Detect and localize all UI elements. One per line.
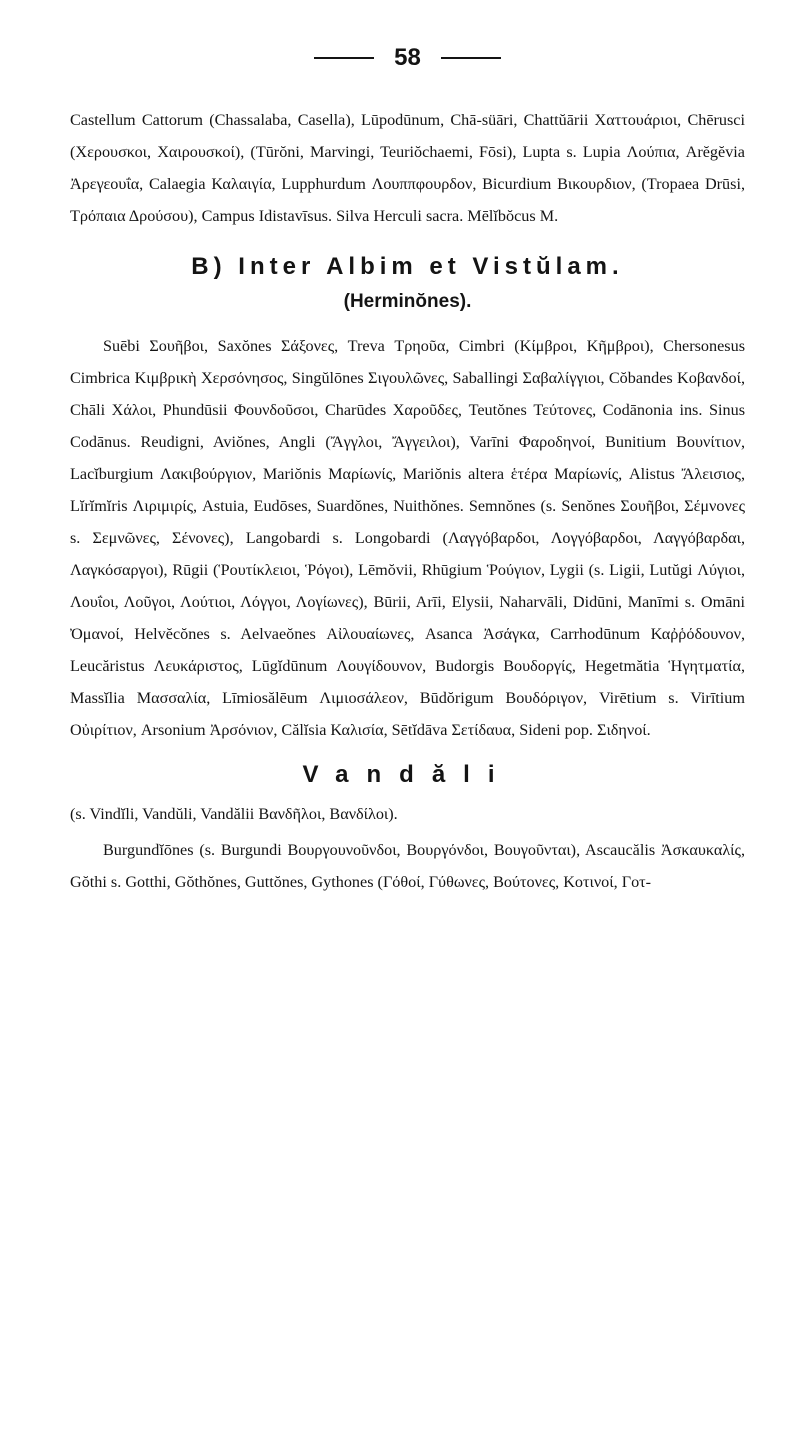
section-b-heading: B) Inter Albim et Vistŭlam. [191,253,624,280]
header-rule-left [314,57,374,59]
page-header [70,44,745,72]
section-b-entries: Suēbi Σουῆβοι, Saxŏnes Σάξονες, Treva Τρηοῦα, Cimbri (Κίμβροι, Κῆμβροι), Chersonesus Cimbrica Κιμβρικὴ Χερσόνησος, Singŭlōnes Σιγουλῶνες, Saballingi Σαβαλίγγιοι, Cŏbandes Κοβανδοί, Chāli Χάλοι, Phundūsii Φουνδοῦσοι, Charūdes Χαροῦδες, Teutŏnes Τεύτονες, Codānonia ins. Sinus Codānus. Reudigni, Aviŏnes, Angli (Ἄγγλοι, Ἄγγειλοι), Varīni Φαροδηνοί, Bunitium Βουνίτιον, Lacĭburgium Λακιβούργιον, Mariŏnis Μαρίωνίς, Mariŏnis altera ἑτέρα Μαρίωνίς, Alistus Ἄλεισιος, Lĭrĭmĭris Λιριμιρίς, Astuia, Eudōses, Suardŏnes, Nuithŏnes. Semnŏnes (s. Senŏnes Σουῆβοι, Σέμνονες s. Σεμνῶνες, Σένονες), Langobardi s. Longobardi (Λαγγόβαρδοι, Λογγόβαρδοι, Λαγγόβαρδαι, Λαγκόσαργοι), Rūgii (Ῥουτίκλειοι, Ῥόγοι), Lēmŏvii, Rhūgium Ῥούγιον, Lygii (s. Ligii, Lutŭgi Λύγιοι, Λουΐοι, Λοῦγοι, Λούτιοι, Λόγγοι, Λογίωνες), Būrii, Arīi, Elysii, Naharvāli, Didūni, Manīmi s. Omāni Ὀμανοί, Helvĕcŏnes s. Aelvaeŏnes Αἰλουαίωνες, Asanca Ἀσάγκα, Carrhodūnum Καῤῥόδουνον, Leucăristus Λευκάριστος, Lūgĭdūnum Λουγίδουνον, Budorgis Βουδοργίς, Hegetmătia Ἡγητματία, Massĭlia Μασσαλία, Līmiosălēum Λιμιοσάλεον, Būdŏrigum Βουδόριγον, Virētium s. Virītium Οὐιρίτιον, Arsonium Ἀρσόνιον, Călĭsia Καλισία, Sētĭdāva Σετίδαυα, Sideni pop. Σιδηνοί. [70,337,745,739]
section-b-subheading: (Herminŏnes). [343,291,472,312]
page-number: 58 [394,44,421,71]
section-a-continuation: Castellum Cattorum (Chassalaba, Casella), Lūpodūnum, Chā-süāri, Chattŭārii Χαττουάριοι, Chērusci (Χερουσκοι, Χαιρουσκοί), (Tūrŏni, Marvingi, Teuriŏchaemi, Fōsi), Lupta s. Lupia Λούπια, Arĕgĕvia Ἀρεγεουΐα, Calaegia Καλαιγία, Lupphurdum Λουππφουρδον, Bicurdium Βικουρδιον, (Tropaea Drūsi, Τρόπαια Δρούσου), Campus Idistavīsus. Silva Herculi sacra. Mēlĭbŏcus M. [70,111,745,225]
burgundiones-entries: Burgundĭōnes (s. Burgundi Βουργουνοῦνδοι, Βουργόνδοι, Βουγοῦνται), Ascaucălis Ἀσκαυκαλίς, Gŏthi s. Gotthi, Gŏthŏnes, Guttŏnes, Gythones (Γόθοί, Γύθωνες, Βούτονες, Κοτινοί, Γοτ- [70,841,745,891]
header-rule-right [441,57,501,59]
vandali-note: (s. Vindĭli, Vandŭli, Vandălii Βανδῆλοι, Βανδίλοι). [70,805,398,823]
vandali-heading: Vandăli [302,761,513,788]
